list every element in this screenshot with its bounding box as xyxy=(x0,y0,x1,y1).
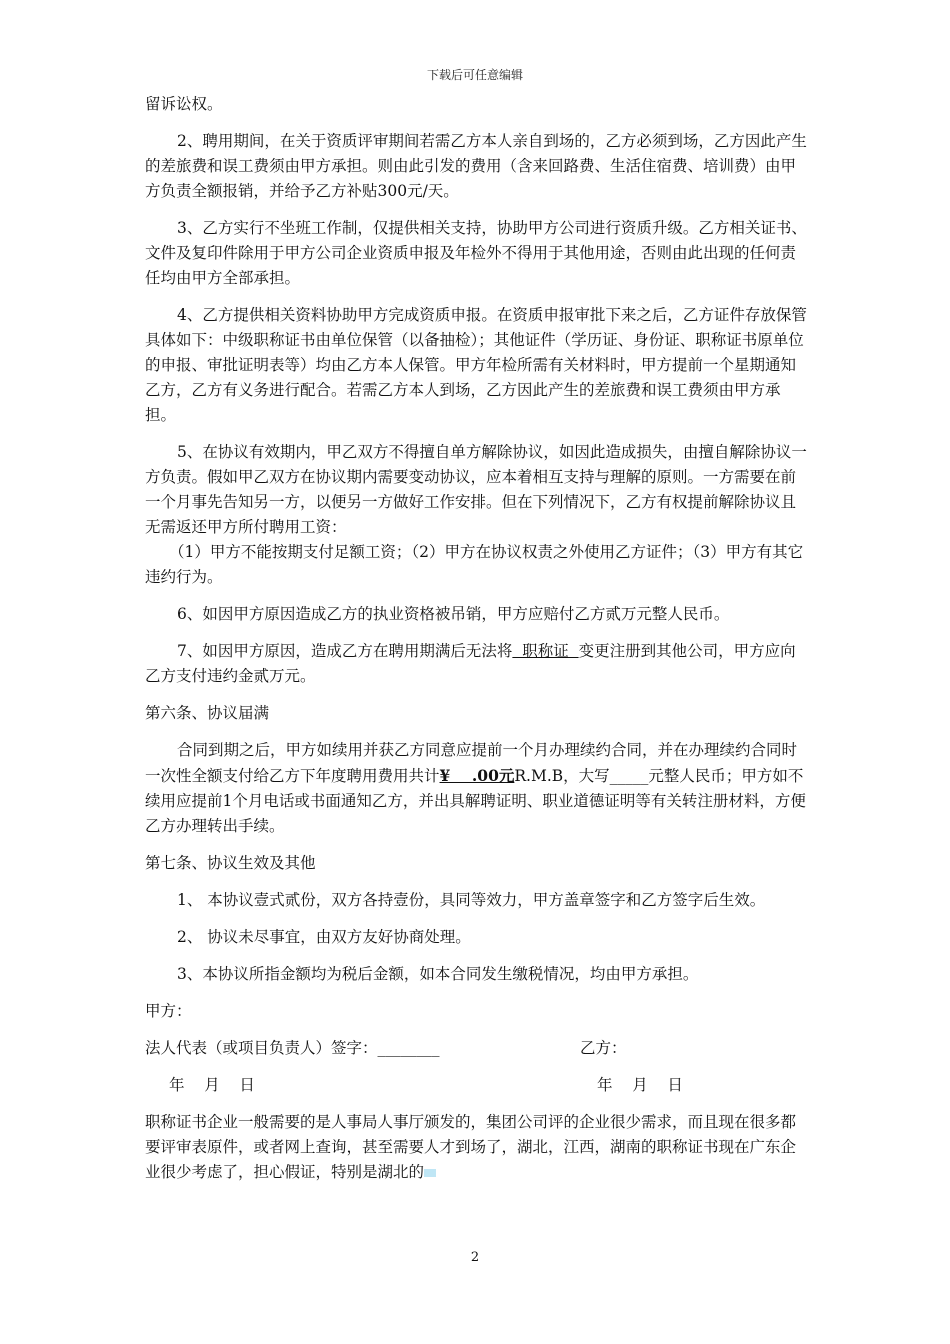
clause-6: 6、如因甲方原因造成乙方的执业资格被吊销，甲方应赔付乙方贰万元整人民币。 xyxy=(177,605,730,623)
date-party-a: 年 月 日 xyxy=(169,1076,255,1094)
party-b-label: 乙方： xyxy=(580,1039,627,1057)
page-header: 下载后可任意编辑 xyxy=(426,68,523,82)
amount-words-blank: _____ xyxy=(609,767,649,785)
section-7-item-3: 3、本协议所指金额均为税后金额，如本合同发生缴税情况，均由甲方承担。 xyxy=(177,965,699,983)
certificate-blank: 职称证 xyxy=(512,642,579,660)
signature-row xyxy=(145,1036,810,1061)
section-7-title: 第七条、协议生效及其他 xyxy=(145,854,316,872)
clause-2: 2、聘用期间，在关于资质评审期间若需乙方本人亲自到场的，乙方必须到场，乙方因此产生的差旅费和误工费须由甲方承担。则由此引发的费用（含来回路费、生活住宿费、培训费）由甲方负责全额报销，并给予乙方补贴300元/天。 xyxy=(145,132,807,200)
footnote-paragraph xyxy=(145,1110,810,1185)
section-6-body xyxy=(145,738,810,839)
clause-5: 5、在协议有效期内，甲乙双方不得擅自单方解除协议，如因此造成损失，由擅自解除协议一方负责。假如甲乙双方在协议期内需要变动协议，应本着相互支持与理解的原则。一方需要在前一个月事先告知另一方，以便另一方做好工作安排。但在下列情况下，乙方有权提前解除协议且无需返还甲方所付聘用工资： xyxy=(145,443,807,536)
section-6-text-c: 元整人民币；甲方如不续用应提前1个月电话或书面通知乙方，并出具解聘证明、职业道德证明等有关转注册材料，方便乙方办理转出手续。 xyxy=(145,767,806,835)
highlight-marker xyxy=(424,1169,436,1177)
section-6-title: 第六条、协议届满 xyxy=(145,704,270,722)
clause-3: 3、乙方实行不坐班工作制，仅提供相关支持，协助甲方公司进行资质升级。乙方相关证书、文件及复印件除用于甲方公司企业资质申报及年检外不得用于其他用途，否则由此出现的任何责任均由甲方全部承担。 xyxy=(145,219,807,287)
document-body xyxy=(145,92,810,1197)
section-7-item-2: 2、 协议未尽事宜，由双方友好协商处理。 xyxy=(177,928,471,946)
clause-7-text-b: 变更注册到其他公司，甲方应向乙方支付违约金贰万元。 xyxy=(145,642,796,685)
clause-7-text-a: 7、如因甲方原因，造成乙方在聘用期满后无法将 xyxy=(177,642,513,660)
footnote-text: 职称证书企业一般需要的是人事局人事厅颁发的，集团公司评的企业很少需求，而且现在很多都要评审表原件，或者网上查询，甚至需要人才到场了，湖北，江西，湖南的职称证书现在广东企业很少考虑了，担心假证，特别是湖北的 xyxy=(145,1113,797,1181)
section-7-item-1: 1、 本协议壹式贰份，双方各持壹份，具同等效力，甲方盖章签字和乙方签字后生效。 xyxy=(177,891,766,909)
date-row xyxy=(145,1073,810,1098)
clause-4: 4、乙方提供相关资料协助甲方完成资质申报。在资质申报审批下来之后，乙方证件存放保管具体如下：中级职称证书由单位保管（以备抽检）；其他证件（学历证、身份证、职称证书原单位的申报、审批证明表等）均由乙方本人保管。甲方年检所需有关材料时，甲方提前一个星期通知乙方，乙方有义务进行配合。若需乙方本人到场，乙方因此产生的差旅费和误工费须由甲方承担。 xyxy=(145,306,807,424)
clause-5-conditions: （1）甲方不能按期支付足额工资；（2）甲方在协议权责之外使用乙方证件；（3）甲方有其它违约行为。 xyxy=(145,543,804,586)
section-6-text-b: R.M.B，大写 xyxy=(514,767,610,785)
amount-field: ¥ .00元 xyxy=(439,766,515,785)
date-party-b: 年 月 日 xyxy=(597,1076,683,1094)
paragraph-continuation: 留诉讼权。 xyxy=(145,95,223,113)
clause-7 xyxy=(145,639,810,689)
legal-rep-signature: 法人代表（或项目负责人）签字：________ xyxy=(145,1039,440,1057)
section-6-text-a: 合同到期之后，甲方如续用并获乙方同意应提前一个月办理续约合同，并在办理续约合同时一次性全额支付给乙方下年度聘用费用共计 xyxy=(145,741,798,785)
party-a-label: 甲方： xyxy=(145,1002,192,1020)
page-number: 2 xyxy=(470,1250,480,1265)
